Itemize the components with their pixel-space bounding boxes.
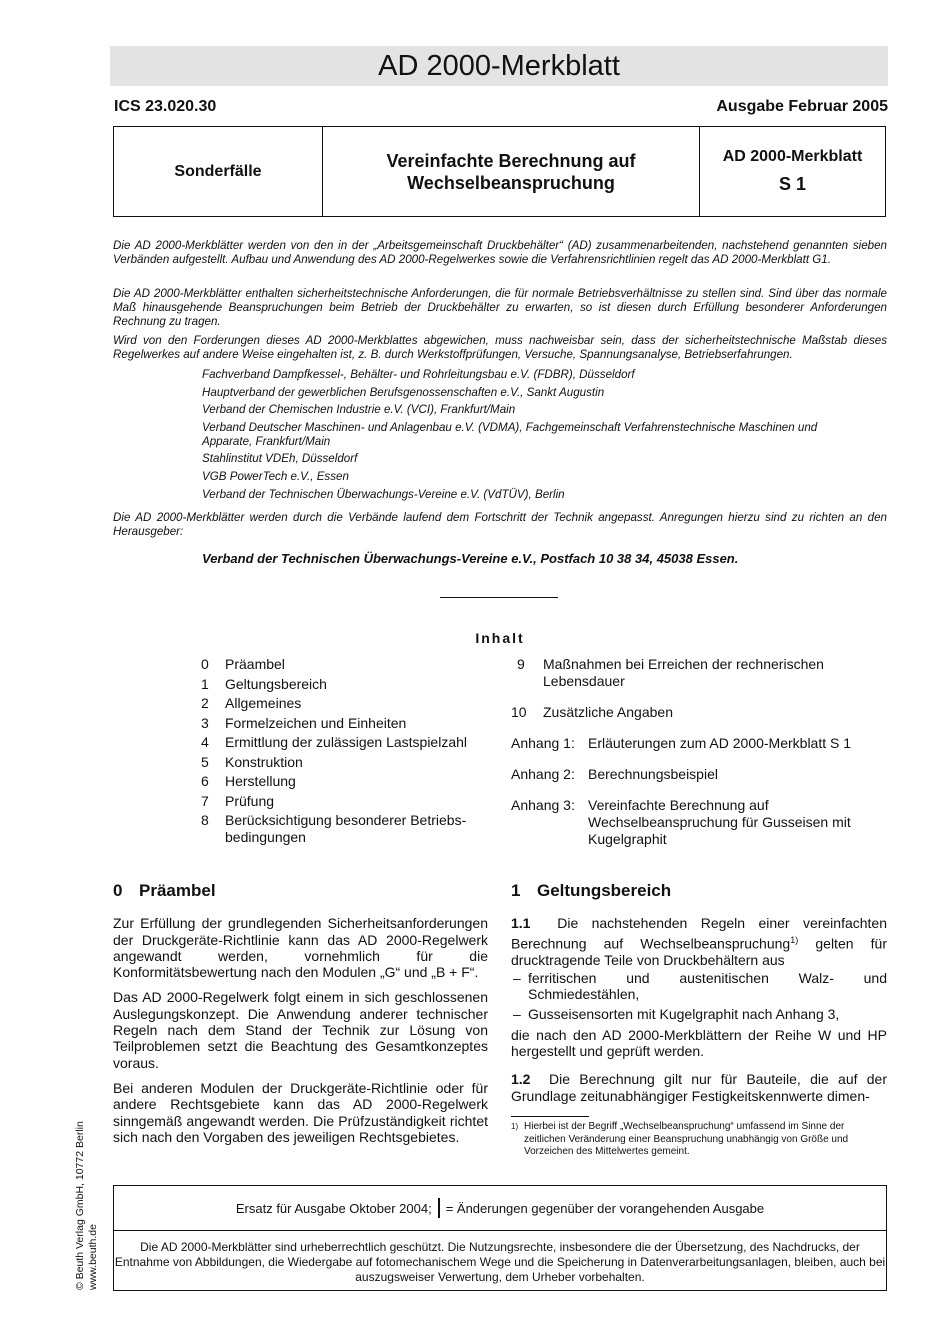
paragraph: Zur Erfüllung der grundlegenden Sicherheitsanforderungen der Druckgeräte-Richtlinie kann das AD 2000-Regelwerk angewandt werden, vornehmlich für die Konformitätsbewertung nach den Modulen „G“ und „B + F“.: [113, 915, 488, 981]
sheet-id-cell: [700, 127, 885, 216]
intro-paragraph-3: Wird von den Forderungen dieses AD 2000-Merkblattes abgewichen, muss nachweisbar sein, dass der sicherheitstechnische Maßstab dieses Regelwerkes auf andere Weise eingehalten ist, z. B. durch Werkstoffprüfungen, Versuche, Spannungsanalyse, Betriebserfahrungen.: [113, 334, 887, 361]
footnote-rule: [511, 1116, 589, 1117]
toc-text: Geltungsbereich: [225, 675, 327, 692]
toc-num: 9: [517, 656, 525, 672]
toc-entry[interactable]: [201, 676, 501, 693]
toc-entry[interactable]: [511, 656, 891, 690]
clause-number: 1.2: [511, 1071, 531, 1088]
publisher-address: Verband der Technischen Überwachungs-Vereine e.V., Postfach 10 38 34, 45038 Essen.: [202, 551, 739, 566]
footnote-ref[interactable]: 1): [790, 934, 799, 945]
document-banner: AD 2000-Merkblatt: [110, 46, 888, 86]
sidebar-website[interactable]: www.beuth.de: [87, 1224, 99, 1290]
section-preamble: [113, 883, 488, 1154]
sheet-number: S 1: [778, 174, 807, 194]
section-title: Geltungsbereich: [537, 881, 672, 900]
organization-list: [202, 368, 862, 505]
paragraph: [511, 915, 887, 968]
footnote: [511, 1121, 887, 1159]
toc-num: 3: [201, 714, 209, 731]
toc-num: 5: [201, 753, 209, 770]
toc-right-column: [511, 656, 891, 862]
organization-item: Verband Deutscher Maschinen- und Anlagenbau e.V. (VDMA), Fachgemeinschaft Verfahrenstechnische Maschinen und Apparate, Frankfurt/Main: [202, 420, 818, 448]
toc-text: Formelzeichen und Einheiten: [225, 714, 407, 731]
intro-paragraph-2: Die AD 2000-Merkblätter enthalten sicherheitstechnische Anforderungen, die für normale Betriebsverhältnisse zu stellen sind. Sind über das normale Maß hinausgehende Beanspruchungen beim Betrieb der Druckbehälter zu erwarten, so ist diesen durch Erfüllung besonderer Anforderungen Rechnung zu tragen.: [113, 287, 887, 328]
footer-box: [113, 1185, 887, 1291]
change-legend: = Änderungen gegenüber der vorangehenden Ausgabe: [445, 1200, 765, 1216]
annex-text: Berechnungsbeispiel: [588, 766, 718, 782]
annex-text: Erläuterungen zum AD 2000-Merkblatt S 1: [588, 735, 852, 751]
toc-entry[interactable]: [201, 754, 501, 771]
footnote-text: Hierbei ist der Begriff „Wechselbeanspruchung“ umfassend im Sinne der zeitlichen Veränderung einer Beanspruchung unabhängig von Größe und Vorzeichen des Mittelwertes gemeint.: [524, 1121, 849, 1157]
list-item: – ferritischen und austenitischen Walz- und Schmiedestählen,: [513, 969, 887, 1003]
toc-num: 7: [201, 792, 209, 809]
annex-label: Anhang 3:: [511, 797, 575, 813]
sheet-label: AD 2000-Merkblatt: [722, 148, 863, 165]
toc-entry[interactable]: [201, 715, 501, 732]
section-scope: [511, 883, 887, 1113]
organization-item: Stahlinstitut VDEh, Düsseldorf: [202, 452, 358, 466]
toc-entry[interactable]: [201, 734, 501, 751]
organization-item: Hauptverband der gewerblichen Berufsgenossenschaften e.V., Sankt Augustin: [202, 385, 605, 399]
bullet-list: [511, 970, 887, 1023]
toc-left-column: [201, 656, 501, 849]
toc-entry[interactable]: [201, 812, 501, 846]
separator-rule: [440, 597, 558, 598]
list-item: – Gusseisensorten mit Kugelgraphit nach Anhang 3,: [513, 1006, 840, 1023]
change-bar-icon: [438, 1198, 440, 1218]
toc-num: 10: [511, 704, 527, 720]
toc-text: Ermittlung der zulässigen Lastspielzahl: [225, 734, 468, 750]
toc-entry[interactable]: [511, 704, 891, 721]
list-item-text: ferritischen und austenitischen Walz- und Schmiedestählen,: [528, 969, 887, 1003]
replacement-note: [114, 1186, 886, 1231]
copyright-notice: Die AD 2000-Merkblätter sind urheberrechtlich geschützt. Die Nutzungsrechte, insbesondere die der Übersetzung, des Nachdrucks, der Entnahme von Abbildungen, die Wiedergabe auf fotomechanischem Wege und die Speicherung in Datenverarbeitungsanlagen, bleiben, auch bei auszugsweiser Verwertung, dem Urheber vorbehalten.: [114, 1240, 886, 1284]
toc-annex-entry[interactable]: [511, 766, 891, 783]
toc-text: Präambel: [225, 656, 285, 672]
edition-date: Ausgabe Februar 2005: [716, 98, 888, 115]
toc-entry[interactable]: [201, 695, 501, 712]
paragraph: Das AD 2000-Regelwerk folgt einem in sich geschlossenen Auslegungskonzept. Die Anwendung anderer technischer Regeln nach dem Stand der Technik zur Lösung von Teilproblemen setzt die Beachtung des Gesamtkonzeptes voraus.: [113, 989, 488, 1071]
clause-text: Die Berechnung gilt nur für Bauteile, die auf der Grundlage zeitunabhängiger Festigkeitskennwerte dimen-: [511, 1071, 887, 1104]
footnote-mark: 1): [511, 1122, 519, 1131]
toc-title: Inhalt: [475, 630, 525, 646]
organization-item: Verband der Chemischen Industrie e.V. (VCI), Frankfurt/Main: [202, 403, 516, 417]
annex-label: Anhang 1:: [511, 735, 575, 751]
annex-label: Anhang 2:: [511, 766, 575, 782]
section-heading: [113, 883, 488, 899]
organization-item: Verband der Technischen Überwachungs-Vereine e.V. (VdTÜV), Berlin: [202, 487, 565, 501]
title-line-1: Vereinfachte Berechnung auf: [386, 150, 636, 171]
toc-text: Allgemeines: [225, 695, 302, 711]
intro-paragraph-1: Die AD 2000-Merkblätter werden von den in der „Arbeitsgemeinschaft Druckbehälter“ (AD) zusammenarbeitenden, nachstehend genannten sieben Verbänden aufgestellt. Aufbau und Anwendung des AD 2000-Regelwerkes sowie die Verfahrensrichtlinien regelt das AD 2000-Merkblatt G1.: [113, 239, 887, 266]
intro-paragraph-4: Die AD 2000-Merkblätter werden durch die Verbände laufend dem Fortschritt der Technik angepasst. Anregungen hierzu sind zu richten an den Herausgeber:: [113, 511, 887, 538]
title-table: [113, 126, 886, 217]
paragraph: die nach den AD 2000-Merkblättern der Reihe W und HP hergestellt und geprüft werden.: [511, 1026, 887, 1060]
section-number: 1: [511, 881, 521, 900]
paragraph: Bei anderen Modulen der Druckgeräte-Richtlinie oder für andere Rechtsgebiete kann das AD 2000-Regelwerk sinngemäß angewandt werden. Die Prüfzuständigkeit richtet sich nach den Vorgaben des jeweiligen Rechtsgebietes.: [113, 1079, 488, 1145]
organization-item: VGB PowerTech e.V., Essen: [202, 469, 349, 483]
toc-num: 6: [201, 773, 209, 789]
toc-entry[interactable]: [201, 793, 501, 810]
toc-num: 1: [201, 675, 209, 692]
toc-annex-entry[interactable]: [511, 797, 891, 848]
replacement-text: Ersatz für Ausgabe Oktober 2004;: [235, 1200, 432, 1216]
toc-num: 0: [201, 656, 209, 672]
toc-annex-entry[interactable]: [511, 735, 891, 752]
toc-num: 8: [201, 812, 209, 828]
sidebar-copyright: © Beuth Verlag GmbH, 10772 Berlin: [74, 1121, 86, 1290]
clause-number: 1.1: [511, 915, 531, 932]
title-cell: [323, 127, 700, 216]
category-cell: Sonderfälle: [114, 127, 323, 216]
organization-item: Fachverband Dampfkessel-, Behälter- und Rohrleitungsbau e.V. (FDBR), Düsseldorf: [202, 368, 635, 381]
toc-entry[interactable]: [201, 773, 501, 790]
list-item-text: Gusseisensorten mit Kugelgraphit nach Anhang 3,: [528, 1006, 840, 1023]
toc-text: Prüfung: [225, 792, 275, 809]
ics-code: ICS 23.020.30: [114, 98, 217, 115]
paragraph: [511, 1071, 887, 1104]
toc-text: Zusätzliche Angaben: [543, 704, 673, 720]
toc-num: 4: [201, 734, 209, 750]
title-line-2: Wechselbeanspruchung: [407, 172, 615, 193]
clause-text: gelten für drucktragende Teile von Druckbehältern aus: [511, 935, 888, 968]
toc-num: 2: [201, 695, 209, 711]
toc-text: Herstellung: [225, 773, 296, 789]
annex-text: Vereinfachte Berechnung auf Wechselbeanspruchung für Gusseisen mit Kugelgraphit: [588, 797, 851, 847]
toc-text: Berücksichtigung besonderer Betriebs-bedingungen: [225, 812, 467, 845]
toc-text: Konstruktion: [225, 753, 303, 770]
toc-entry[interactable]: [201, 656, 501, 673]
section-number: 0: [113, 881, 123, 900]
clause-text: Die nachstehenden Regeln einer vereinfachten Berechnung auf Wechselbeanspruchung: [511, 915, 888, 952]
publisher-sidebar: [74, 1121, 100, 1290]
section-heading: [511, 883, 887, 899]
section-title: Präambel: [139, 881, 216, 900]
toc-text: Maßnahmen bei Erreichen der rechnerischen Lebensdauer: [543, 656, 824, 689]
